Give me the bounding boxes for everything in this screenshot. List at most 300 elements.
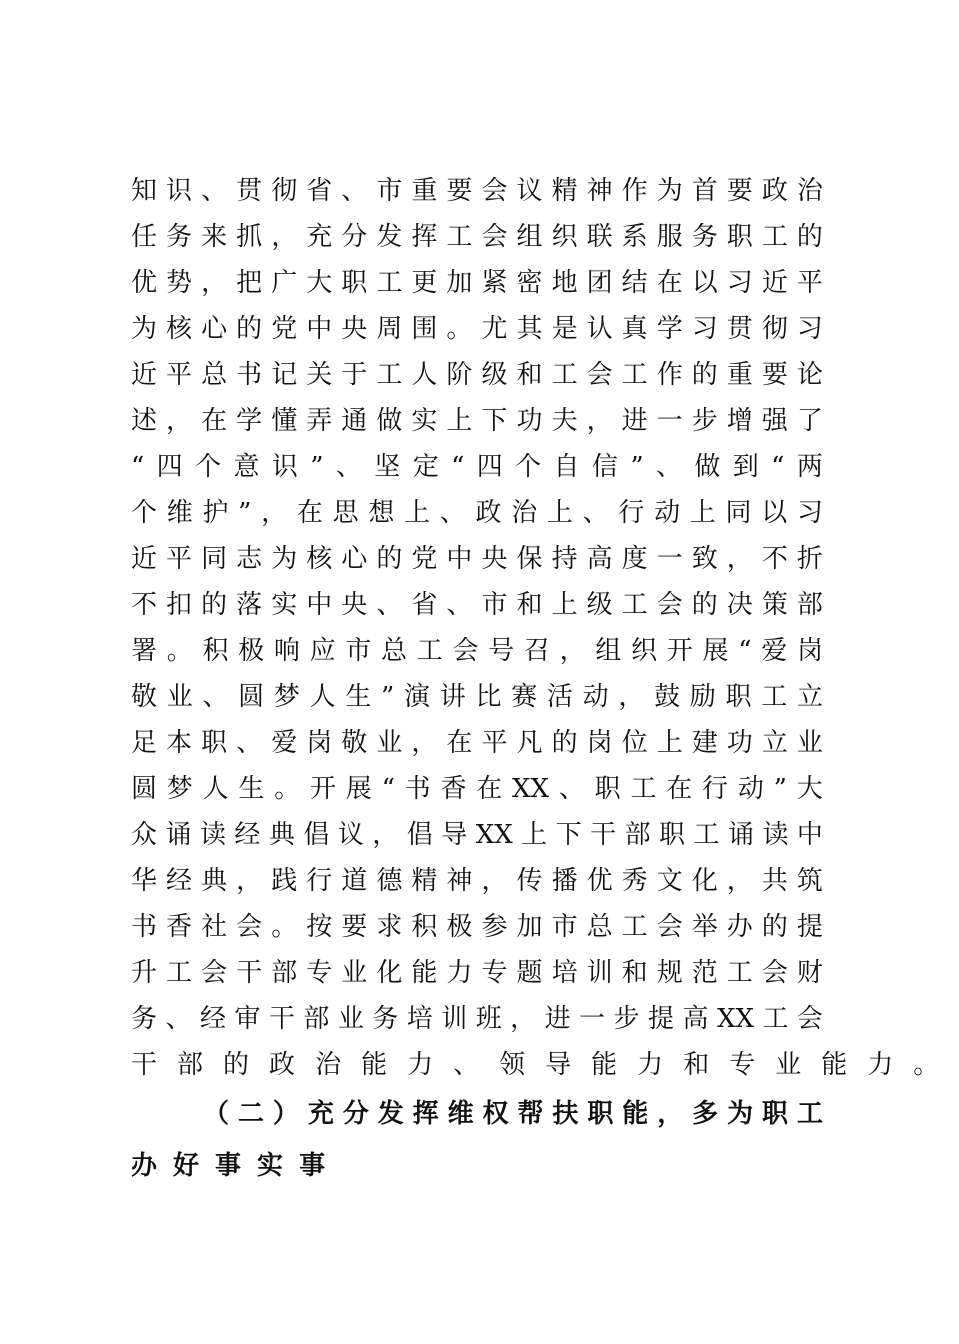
text-char: 在 — [656, 268, 683, 298]
text-char: 想 — [368, 498, 395, 528]
text-char: 力 — [637, 1050, 684, 1080]
text-char: “ — [131, 452, 145, 482]
text-char: 近 — [131, 544, 158, 574]
text-char: 二 — [237, 1099, 264, 1129]
text-char: 梦 — [273, 682, 300, 712]
text-char: 识 — [166, 176, 193, 206]
text-char: 要 — [726, 176, 753, 206]
text-char: 人 — [411, 360, 438, 390]
text-char: 心 — [341, 544, 368, 574]
text-char: 近 — [131, 360, 158, 390]
text-char: 上 — [689, 498, 716, 528]
text-char: 部 — [796, 590, 823, 620]
text-char: 办 — [131, 1151, 174, 1181]
text-char: 动 — [654, 498, 681, 528]
text-char: 围 — [411, 314, 438, 344]
text-char: 职 — [725, 682, 752, 712]
text-char: 以 — [761, 498, 788, 528]
text-char: 党 — [271, 314, 298, 344]
text-char: 中 — [446, 544, 473, 574]
text-char: 部 — [271, 958, 298, 988]
text-char: 精 — [551, 176, 578, 206]
text-char: 持 — [551, 544, 578, 574]
text-char: 一 — [656, 544, 683, 574]
text-char: 两 — [796, 452, 823, 482]
text-line — [131, 858, 823, 904]
text-char: 行 — [618, 498, 645, 528]
text-char: 通 — [341, 406, 368, 436]
text-char: 、 — [582, 498, 609, 528]
text-char: 举 — [691, 912, 718, 942]
text-char: 倡 — [406, 820, 433, 850]
text-char: 议 — [337, 820, 364, 850]
text-char: 工 — [621, 912, 648, 942]
text-char: 诵 — [165, 820, 192, 850]
text-char: 到 — [732, 452, 759, 482]
text-char: 同 — [725, 498, 752, 528]
text-char: 动 — [582, 682, 609, 712]
text-char: 。 — [166, 636, 193, 666]
text-line — [131, 214, 823, 260]
text-char: ， — [261, 498, 288, 528]
text-char: 会 — [796, 1004, 823, 1034]
text-char: XX — [475, 820, 513, 850]
text-char: 四 — [156, 452, 183, 482]
text-char: 弄 — [306, 406, 333, 436]
text-char: 认 — [586, 314, 613, 344]
text-char: 会 — [481, 222, 508, 252]
text-char: 加 — [516, 912, 543, 942]
text-char: 要 — [341, 912, 368, 942]
text-char: 在 — [476, 774, 503, 804]
text-char: 岗 — [586, 728, 613, 758]
text-char: 位 — [621, 728, 648, 758]
text-char: 、 — [446, 590, 473, 620]
text-char: 专 — [481, 958, 508, 988]
text-char: 专 — [306, 958, 333, 988]
text-char: 述 — [131, 406, 158, 436]
text-char: 折 — [796, 544, 823, 574]
text-char: ， — [271, 222, 298, 252]
text-char: 重 — [411, 176, 438, 206]
text-char: 上 — [551, 590, 578, 620]
text-char: 工 — [762, 1004, 789, 1034]
text-char: 发 — [377, 1099, 404, 1129]
text-char: 工 — [761, 222, 788, 252]
text-char: 力 — [867, 1050, 914, 1080]
text-char: 业 — [775, 1050, 822, 1080]
text-char: 岗 — [306, 728, 333, 758]
text-char: 上 — [546, 498, 573, 528]
text-char: 励 — [689, 682, 716, 712]
text-char: 的 — [796, 222, 823, 252]
text-char: 工 — [761, 682, 788, 712]
text-char: 彻 — [761, 314, 788, 344]
text-char: 为 — [271, 544, 298, 574]
text-char: 上 — [521, 820, 548, 850]
text-char: 践 — [271, 866, 298, 896]
text-char: 导 — [441, 820, 468, 850]
text-char: ， — [236, 866, 263, 896]
text-char: 能 — [622, 1099, 649, 1129]
text-char: 政 — [475, 498, 502, 528]
text-char: 做 — [694, 452, 721, 482]
text-char: 贯 — [726, 314, 753, 344]
text-char: 部 — [624, 820, 651, 850]
text-char: 上 — [446, 406, 473, 436]
text-char: 来 — [201, 222, 228, 252]
text-char: 。 — [446, 314, 473, 344]
text-char: 敬 — [131, 682, 158, 712]
text-char: 圆 — [131, 774, 158, 804]
text-char: 一 — [656, 406, 683, 436]
text-char: 和 — [516, 360, 543, 390]
text-char: 经 — [234, 820, 261, 850]
text-char: 自 — [553, 452, 580, 482]
text-line — [131, 260, 823, 306]
text-line — [131, 536, 823, 582]
text-char: 央 — [481, 544, 508, 574]
text-char: 、 — [376, 590, 403, 620]
text-char: 规 — [656, 958, 683, 988]
text-char: 尤 — [481, 314, 508, 344]
text-char: 挥 — [411, 222, 438, 252]
text-char: 积 — [202, 636, 229, 666]
text-char: 工 — [166, 958, 193, 988]
text-char: 实 — [411, 406, 438, 436]
text-char: 工 — [551, 360, 578, 390]
text-char: 一 — [579, 1004, 606, 1034]
text-char: ， — [510, 1004, 537, 1034]
text-char: 共 — [761, 866, 788, 896]
text-char: 道 — [341, 866, 368, 896]
text-char: 敬 — [341, 728, 368, 758]
text-char: 书 — [236, 360, 263, 390]
text-char: ” — [310, 452, 324, 482]
text-char: 个 — [515, 452, 542, 482]
text-char: 发 — [376, 222, 403, 252]
text-char: 保 — [516, 544, 543, 574]
text-char: 工 — [376, 360, 403, 390]
text-char: 、 — [236, 728, 263, 758]
text-char: 级 — [481, 360, 508, 390]
text-char: 神 — [586, 176, 613, 206]
text-char: 领 — [499, 1050, 546, 1080]
text-char: 核 — [306, 544, 333, 574]
text-char: 为 — [131, 314, 158, 344]
text-char: 众 — [131, 820, 158, 850]
text-char: 升 — [131, 958, 158, 988]
heading-line — [131, 1088, 823, 1140]
text-char: XX — [512, 774, 550, 804]
text-char: 央 — [341, 314, 368, 344]
text-char: 懂 — [271, 406, 298, 436]
text-char: 提 — [796, 912, 823, 942]
text-char: 、 — [558, 774, 585, 804]
text-char: ， — [166, 406, 193, 436]
text-char: 业 — [796, 728, 823, 758]
text-char: 活 — [546, 682, 573, 712]
text-char: 神 — [446, 866, 473, 896]
text-char: 市 — [481, 590, 508, 620]
text-char: 广 — [271, 268, 298, 298]
text-char: 训 — [586, 958, 613, 988]
text-line — [131, 582, 823, 628]
text-char: 审 — [234, 1004, 261, 1034]
text-char: 专 — [729, 1050, 776, 1080]
text-char: 事 — [299, 1151, 342, 1181]
text-char: 分 — [341, 222, 368, 252]
text-char: 优 — [586, 866, 613, 896]
text-char: ） — [272, 1099, 299, 1129]
text-char: 的 — [236, 314, 263, 344]
text-char: 更 — [411, 268, 438, 298]
text-char: 会 — [481, 176, 508, 206]
text-char: 高 — [586, 544, 613, 574]
text-char: 为 — [727, 1099, 754, 1129]
text-char: 信 — [591, 452, 618, 482]
text-char: 中 — [796, 820, 823, 850]
text-line — [131, 996, 823, 1042]
text-char: 下 — [555, 820, 582, 850]
text-char: 以 — [691, 268, 718, 298]
text-char: 爱 — [761, 636, 788, 666]
text-char: 挥 — [412, 1099, 439, 1129]
text-char: 开 — [666, 636, 693, 666]
text-char: 织 — [631, 636, 658, 666]
text-char: 增 — [726, 406, 753, 436]
text-char: （ — [203, 1099, 230, 1129]
text-char: 业 — [341, 958, 368, 988]
text-char: 班 — [475, 1004, 502, 1034]
text-char: 立 — [761, 728, 788, 758]
text-char: ， — [411, 728, 438, 758]
text-char: 职 — [762, 1099, 789, 1129]
text-char: 帮 — [517, 1099, 544, 1129]
text-char: 岗 — [796, 636, 823, 666]
text-char: 鼓 — [654, 682, 681, 712]
text-char: 策 — [761, 590, 788, 620]
text-char: 学 — [236, 406, 263, 436]
text-char: 知 — [131, 176, 158, 206]
text-line — [131, 444, 823, 490]
text-char: 读 — [762, 820, 789, 850]
text-char: 权 — [482, 1099, 509, 1129]
text-char: 真 — [621, 314, 648, 344]
text-char: 高 — [682, 1004, 709, 1034]
text-char: ” — [238, 498, 252, 528]
text-char: 范 — [691, 958, 718, 988]
text-char: 财 — [796, 958, 823, 988]
text-char: 、 — [165, 1004, 192, 1034]
text-char: “ — [451, 452, 465, 482]
text-char: ， — [372, 820, 399, 850]
text-char: 在 — [296, 498, 323, 528]
text-char: 势 — [166, 268, 193, 298]
text-char: 香 — [166, 912, 193, 942]
text-char: 组 — [516, 222, 543, 252]
text-char: 求 — [376, 912, 403, 942]
text-char: ” — [630, 452, 644, 482]
text-char: 进 — [621, 406, 648, 436]
text-char: 关 — [306, 360, 333, 390]
text-char: 充 — [307, 1099, 334, 1129]
text-char: 作 — [656, 360, 683, 390]
text-char: 优 — [131, 268, 158, 298]
text-char: 按 — [306, 912, 333, 942]
text-char: 市 — [376, 176, 403, 206]
text-line — [131, 352, 823, 398]
text-char: 工 — [693, 820, 720, 850]
text-char: 总 — [201, 360, 228, 390]
text-char: 倡 — [303, 820, 330, 850]
text-char: 论 — [796, 360, 823, 390]
text-char: 业 — [376, 728, 403, 758]
text-char: 首 — [691, 176, 718, 206]
text-char: 工 — [416, 636, 443, 666]
text-char: 志 — [236, 544, 263, 574]
text-char: ， — [657, 1099, 684, 1129]
text-char: 化 — [376, 958, 403, 988]
text-char: 省 — [411, 590, 438, 620]
text-char: 总 — [381, 636, 408, 666]
text-char: 度 — [621, 544, 648, 574]
text-char: ， — [618, 682, 645, 712]
text-char: “ — [381, 774, 395, 804]
text-char: 题 — [516, 958, 543, 988]
text-char: 。 — [274, 774, 301, 804]
text-char: 讲 — [439, 682, 466, 712]
text-char: 赛 — [511, 682, 538, 712]
text-char: 干 — [236, 958, 263, 988]
text-char: 思 — [332, 498, 359, 528]
text-char: 职 — [726, 222, 753, 252]
text-char: 结 — [621, 268, 648, 298]
text-char: 其 — [516, 314, 543, 344]
text-char: 工 — [796, 1099, 823, 1129]
text-char: 工 — [726, 958, 753, 988]
text-char: 办 — [726, 912, 753, 942]
text-line — [131, 168, 823, 214]
text-char: 扣 — [166, 590, 193, 620]
text-char: 的 — [376, 544, 403, 574]
text-char: 紧 — [481, 268, 508, 298]
text-char: 学 — [656, 314, 683, 344]
text-char: 干 — [131, 1050, 178, 1080]
text-char: 、 — [201, 176, 228, 206]
text-char: 会 — [236, 912, 263, 942]
text-char: 读 — [199, 820, 226, 850]
text-char: 圆 — [238, 682, 265, 712]
text-char: 香 — [440, 774, 467, 804]
text-line — [131, 674, 823, 720]
text-char: 近 — [761, 268, 788, 298]
text-char: 干 — [590, 820, 617, 850]
text-char: 阶 — [446, 360, 473, 390]
text-char: 党 — [411, 544, 438, 574]
text-char: 系 — [621, 222, 648, 252]
text-char: 职 — [201, 728, 228, 758]
text-char: 职 — [594, 774, 621, 804]
text-char: 平 — [166, 544, 193, 574]
text-char: 的 — [223, 1050, 270, 1080]
text-char: 抓 — [236, 222, 263, 252]
text-char: 部 — [303, 1004, 330, 1034]
text-char: 步 — [613, 1004, 640, 1034]
text-char: 地 — [551, 268, 578, 298]
text-line — [131, 904, 823, 950]
text-char: 行 — [702, 774, 729, 804]
text-char: 的 — [551, 728, 578, 758]
text-char: 训 — [441, 1004, 468, 1034]
text-char: 播 — [551, 866, 578, 896]
text-char: 凡 — [516, 728, 543, 758]
text-char: 治 — [315, 1050, 362, 1080]
text-char: 工 — [621, 590, 648, 620]
text-char: ” — [381, 682, 395, 712]
text-char: 务 — [691, 222, 718, 252]
text-char: 。 — [271, 912, 298, 942]
text-char: 联 — [586, 222, 613, 252]
text-char: 书 — [131, 912, 158, 942]
text-char: 平 — [796, 268, 823, 298]
text-char: 大 — [796, 774, 823, 804]
text-char: 典 — [201, 866, 228, 896]
text-char: 、 — [655, 452, 682, 482]
text-line — [131, 950, 823, 996]
text-char: 中 — [306, 314, 333, 344]
text-char: 央 — [341, 590, 368, 620]
text-char: 作 — [621, 176, 648, 206]
text-char: 功 — [516, 406, 543, 436]
text-char: 署 — [131, 636, 158, 666]
text-char: 上 — [404, 498, 431, 528]
text-char: 会 — [761, 958, 788, 988]
text-char: 梦 — [166, 774, 193, 804]
text-char: 秀 — [621, 866, 648, 896]
body-paragraph — [131, 168, 959, 1088]
text-char: ， — [481, 866, 508, 896]
text-char: 功 — [726, 728, 753, 758]
text-char: 导 — [545, 1050, 592, 1080]
text-char: 。 — [913, 1050, 959, 1080]
text-char: 夫 — [551, 406, 578, 436]
text-char: 治 — [511, 498, 538, 528]
text-char: 生 — [238, 774, 265, 804]
text-char: 业 — [337, 1004, 364, 1034]
text-char: 多 — [692, 1099, 719, 1129]
text-char: 、 — [439, 498, 466, 528]
text-char: 了 — [796, 406, 823, 436]
text-char: 的 — [691, 590, 718, 620]
text-char: 号 — [488, 636, 515, 666]
text-char: 决 — [726, 590, 753, 620]
text-char: 中 — [306, 590, 333, 620]
text-char: 立 — [796, 682, 823, 712]
text-char: 能 — [591, 1050, 638, 1080]
text-char: 生 — [345, 682, 372, 712]
text-char: 召 — [523, 636, 550, 666]
text-char: 事 — [215, 1151, 258, 1181]
text-char: 护 — [202, 498, 229, 528]
text-char: 分 — [342, 1099, 369, 1129]
text-char: 把 — [236, 268, 263, 298]
text-char: 务 — [131, 1004, 158, 1034]
text-char: 建 — [691, 728, 718, 758]
text-char: 识 — [271, 452, 298, 482]
text-char: 务 — [166, 222, 193, 252]
text-char: 的 — [691, 360, 718, 390]
